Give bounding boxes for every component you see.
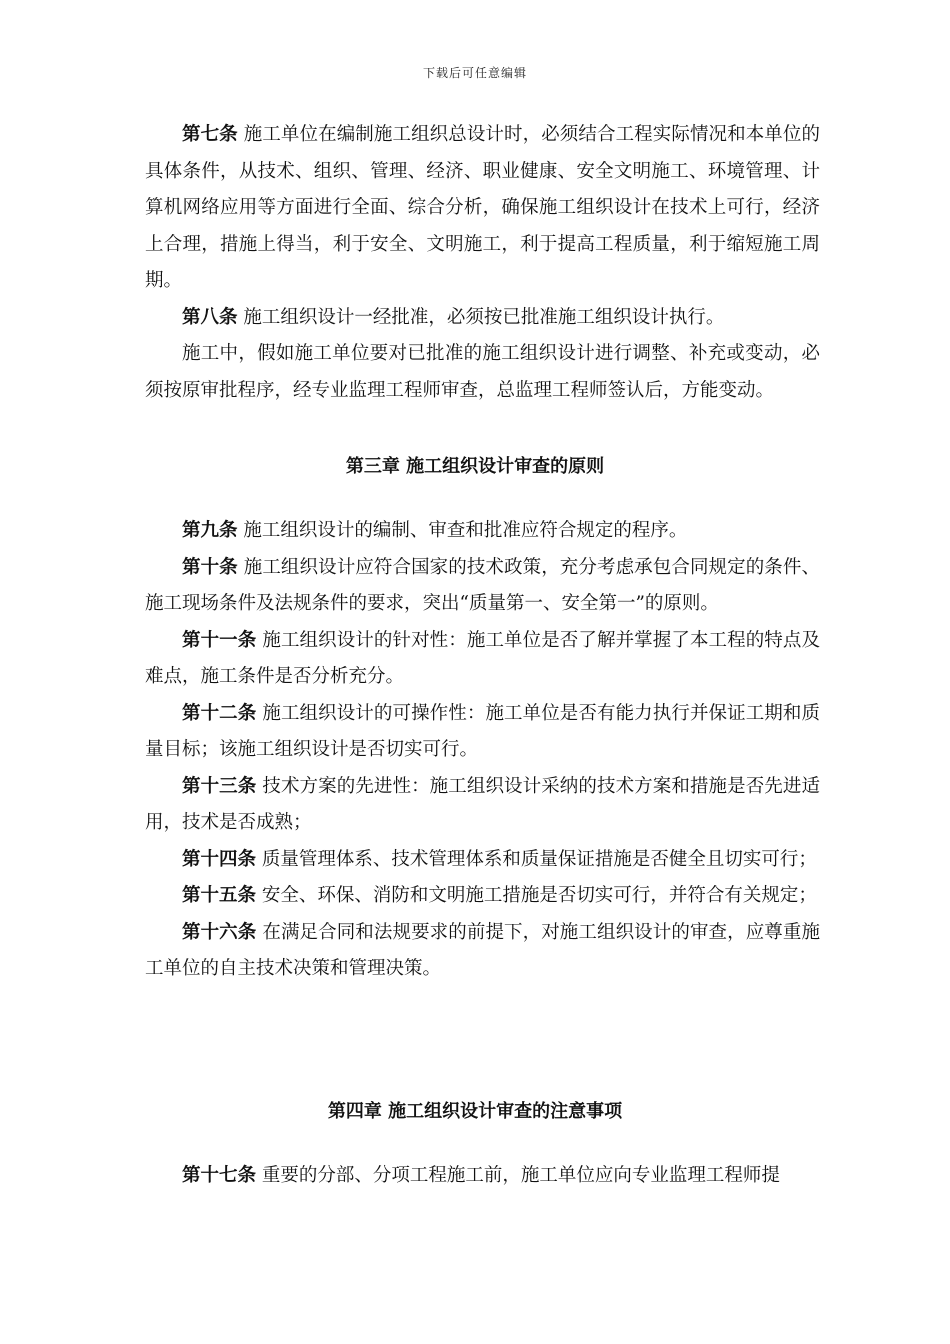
article-text: 施工组织设计的针对性：施工单位是否了解并掌握了本工程的特点及难点，施工条件是否分析充分。 xyxy=(145,629,820,687)
article-number: 第九条 xyxy=(182,520,238,541)
article-number: 第十五条 xyxy=(182,885,257,906)
article-9 xyxy=(145,513,820,550)
paragraph-text: 施工中，假如施工单位要对已批准的施工组织设计进行调整、补充或变动，必须按原审批程序，经专业监理工程师审查，总监理工程师签认后，方能变动。 xyxy=(145,343,820,401)
section-2 xyxy=(145,513,820,988)
article-number: 第七条 xyxy=(182,124,238,145)
article-number: 第十条 xyxy=(182,556,238,578)
article-text: 施工组织设计一经批准，必须按已批准施工组织设计执行。 xyxy=(237,306,725,328)
article-number: 第十七条 xyxy=(182,1165,257,1186)
article-text: 施工组织设计的可操作性：施工单位是否有能力执行并保证工期和质量目标；该施工组织设计是否切实可行。 xyxy=(145,702,820,760)
article-number: 第十六条 xyxy=(182,921,257,943)
article-13 xyxy=(145,769,820,842)
article-14 xyxy=(145,842,820,879)
article-number: 第十三条 xyxy=(182,775,257,797)
article-number: 第八条 xyxy=(182,306,238,328)
paragraph xyxy=(145,336,820,409)
section-1 xyxy=(145,117,820,409)
article-7 xyxy=(145,117,820,300)
article-text: 质量管理体系、技术管理体系和质量保证措施是否健全且切实可行； xyxy=(256,848,817,870)
article-17 xyxy=(145,1158,820,1195)
article-text: 技术方案的先进性：施工组织设计采纳的技术方案和措施是否先进适用，技术是否成熟； xyxy=(145,775,820,833)
article-15 xyxy=(145,878,820,915)
page-header: 下载后可任意编辑 xyxy=(422,66,527,80)
article-number: 第十四条 xyxy=(182,848,257,870)
article-text: 在满足合同和法规要求的前提下，对施工组织设计的审查，应尊重施工单位的自主技术决策和管理决策。 xyxy=(145,921,820,979)
section-3 xyxy=(145,1158,820,1195)
article-number: 第十二条 xyxy=(182,702,257,724)
article-text: 安全、环保、消防和文明施工措施是否切实可行，并符合有关规定； xyxy=(256,885,817,906)
article-16 xyxy=(145,915,820,988)
article-number: 第十一条 xyxy=(182,629,257,651)
article-text: 施工组织设计的编制、审查和批准应符合规定的程序。 xyxy=(237,520,688,541)
chapter-3-heading: 第三章 施工组织设计审查的原则 xyxy=(345,456,605,477)
chapter-4-heading: 第四章 施工组织设计审查的注意事项 xyxy=(327,1101,623,1122)
article-text: 施工单位在编制施工组织总设计时，必须结合工程实际情况和本单位的具体条件，从技术、组织、管理、经济、职业健康、安全文明施工、环境管理、计算机网络应用等方面进行全面、综合分析，确保施工组织设计在技术上可行，经济上合理，措施上得当，利于安全、文明施工，利于提高工程质量，利于缩短施工周期。 xyxy=(145,124,820,291)
article-12 xyxy=(145,696,820,769)
article-11 xyxy=(145,623,820,696)
article-8 xyxy=(145,300,820,337)
article-text: 施工组织设计应符合国家的技术政策，充分考虑承包合同规定的条件、施工现场条件及法规条件的要求，突出“质量第一、安全第一”的原则。 xyxy=(145,556,820,614)
article-text: 重要的分部、分项工程施工前，施工单位应向专业监理工程师提 xyxy=(256,1165,780,1186)
article-10 xyxy=(145,550,820,623)
